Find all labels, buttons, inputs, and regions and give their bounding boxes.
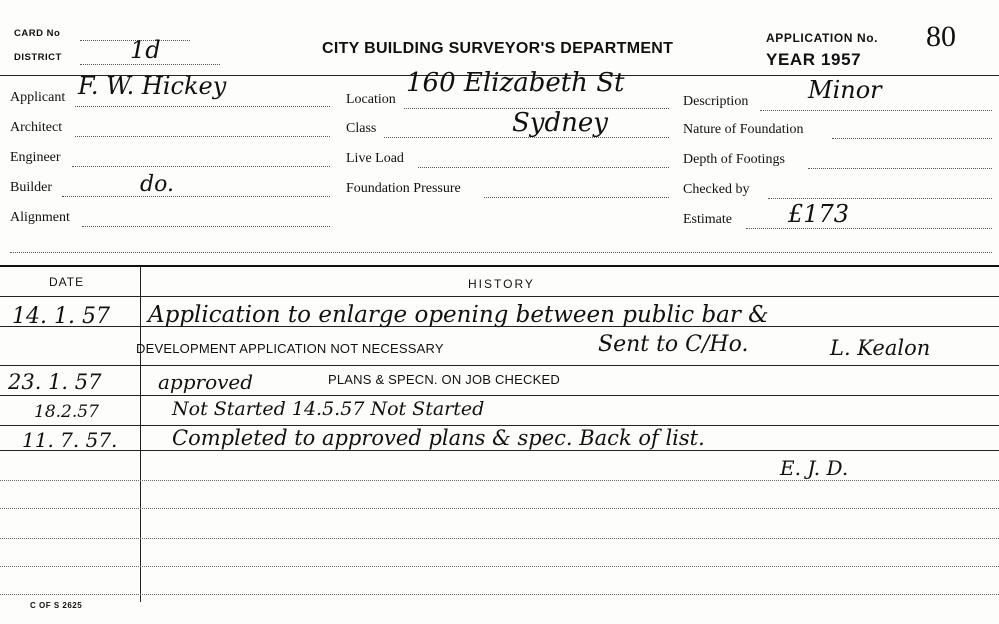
- history-entry-text: Sent to C/Ho.: [598, 332, 749, 357]
- applicant-label: Applicant: [10, 90, 66, 105]
- date-column-divider: [140, 266, 141, 602]
- depth-footings-line: [808, 168, 992, 169]
- history-entry-date: 23. 1. 57: [8, 370, 102, 394]
- applicant-value: F. W. Hickey: [78, 72, 227, 100]
- estimate-line: [746, 228, 992, 229]
- estimate-value: £173: [788, 200, 850, 228]
- live-load-label: Live Load: [346, 151, 404, 166]
- history-entry-date: 14. 1. 57: [12, 304, 110, 329]
- history-entry-text: Application to enlarge opening between public bar &: [148, 302, 769, 328]
- history-header-divider: [0, 296, 999, 297]
- history-row-line: [0, 480, 999, 481]
- foundation-pressure-label: Foundation Pressure: [346, 181, 461, 196]
- description-label: Description: [683, 94, 749, 109]
- class-value: Sydney: [512, 108, 608, 138]
- depth-footings-label: Depth of Footings: [683, 152, 785, 167]
- description-value: Minor: [808, 76, 882, 104]
- description-line: [760, 110, 992, 111]
- location-label: Location: [346, 92, 396, 107]
- alignment-label: Alignment: [10, 210, 70, 225]
- history-entry-text: approved: [158, 370, 254, 394]
- engineer-line: [72, 166, 330, 167]
- application-label: APPLICATION No.: [766, 31, 879, 45]
- history-entry-date: 18.2.57: [34, 402, 99, 422]
- live-load-line: [418, 167, 669, 168]
- history-row-line: [0, 566, 999, 567]
- history-row-line: [0, 395, 999, 396]
- development-stamp: DEVELOPMENT APPLICATION NOT NECESSARY: [136, 341, 444, 356]
- plans-checked-stamp: PLANS & SPECN. ON JOB CHECKED: [328, 372, 560, 387]
- checked-by-label: Checked by: [683, 182, 750, 197]
- history-header: HISTORY: [468, 277, 535, 291]
- card-no-label: CARD No: [14, 28, 61, 39]
- signature: L. Kealon: [830, 336, 931, 360]
- history-entry-date: 11. 7. 57.: [22, 428, 118, 452]
- form-code: C OF S 2625: [30, 601, 83, 610]
- builder-label: Builder: [10, 180, 52, 195]
- district-label: DISTRICT: [14, 52, 62, 63]
- alignment-line: [82, 226, 330, 227]
- year-label: YEAR 1957: [766, 50, 862, 69]
- architect-line: [75, 136, 330, 137]
- initials: E. J. D.: [780, 456, 849, 480]
- date-header: DATE: [49, 275, 85, 289]
- engineer-label: Engineer: [10, 150, 61, 165]
- history-top-border: [0, 265, 999, 267]
- applicant-line: [75, 106, 330, 107]
- nature-foundation-line: [832, 138, 992, 139]
- history-row-line: [0, 538, 999, 539]
- history-row-line: [0, 594, 999, 595]
- estimate-label: Estimate: [683, 212, 732, 227]
- foundation-pressure-line: [484, 197, 669, 198]
- builder-line: [62, 196, 330, 197]
- department-title: CITY BUILDING SURVEYOR'S DEPARTMENT: [322, 40, 674, 57]
- class-label: Class: [346, 121, 377, 136]
- history-row-line: [0, 365, 999, 366]
- architect-label: Architect: [10, 120, 63, 135]
- application-number: 80: [926, 20, 956, 53]
- district-line: [80, 64, 220, 65]
- history-row-line: [0, 450, 999, 451]
- history-row-line: [0, 508, 999, 509]
- checked-by-line: [768, 198, 992, 199]
- history-entry-text: Not Started 14.5.57 Not Started: [172, 398, 485, 420]
- history-entry-text: Completed to approved plans & spec. Back of list.: [172, 426, 705, 450]
- builder-value: do.: [140, 172, 174, 197]
- blank-dotted-row: [10, 252, 992, 253]
- location-value: 160 Elizabeth St: [406, 68, 625, 98]
- district-value: 1d: [130, 36, 161, 64]
- nature-foundation-label: Nature of Foundation: [683, 122, 804, 137]
